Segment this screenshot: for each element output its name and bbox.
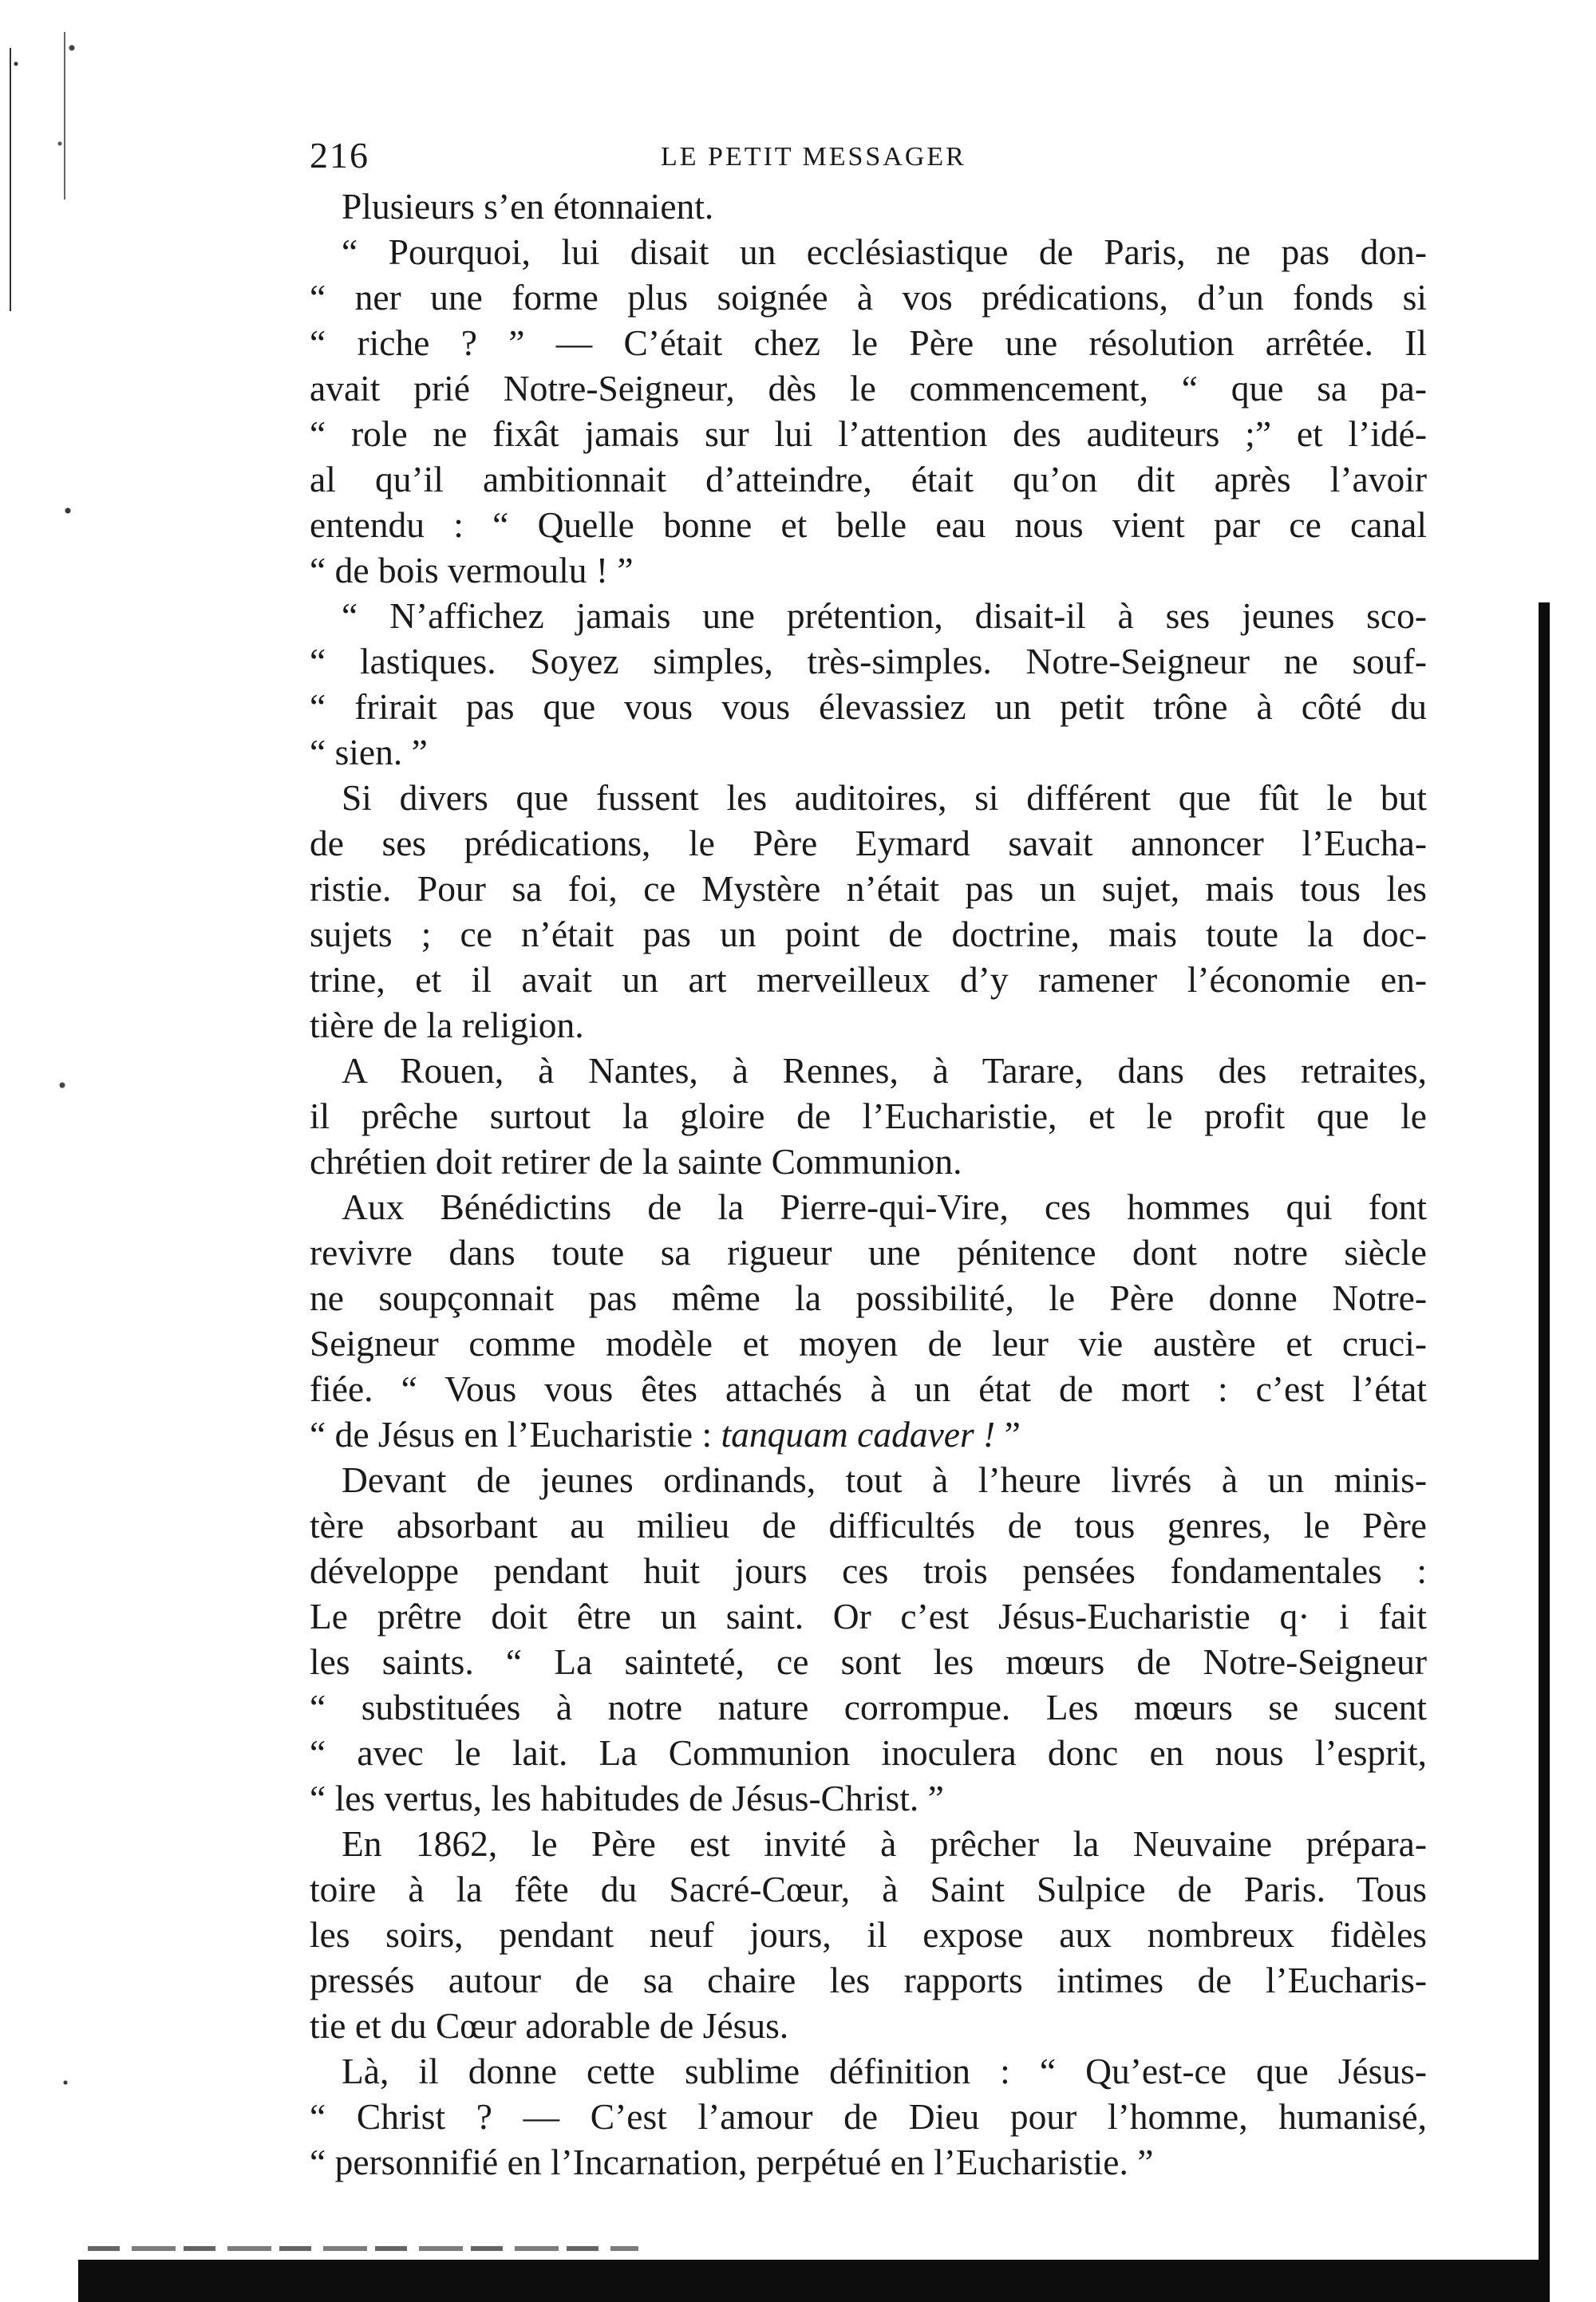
text-line: “ Pourquoi, lui disait un ecclésiastique de Paris, ne pas don- [342,231,1427,272]
text-line: tie et du Cœur adorable de Jésus. [310,2005,789,2046]
text-line: sujets ; ce n’était pas un point de doctrine, mais toute la doc- [310,914,1427,954]
text-line: al qu’il ambitionnait d’atteindre, était qu’on dit après l’avoir [310,459,1427,499]
page-number: 216 [310,135,369,176]
text-line: “ avec le lait. La Communion inoculera donc en nous l’esprit, [310,1732,1427,1773]
scan-artifact [88,2246,638,2251]
text-line: “ Christ ? — C’est l’amour de Dieu pour l’homme, humanisé, [310,2096,1427,2137]
text-line: “ lastiques. Soyez simples, très-simples. Notre-Seigneur ne souf- [310,641,1427,681]
text-line: de ses prédications, le Père Eymard savait annoncer l’Eucha- [310,823,1427,863]
text-line: revivre dans toute sa rigueur une pénitence dont notre siècle [310,1232,1427,1273]
text-line: Seigneur comme modèle et moyen de leur vie austère et cruci- [310,1323,1427,1364]
text-line: “ frirait pas que vous vous élevassiez un petit trône à côté du [310,686,1427,727]
text-line: trine, et il avait un art merveilleux d’y ramener l’économie en- [310,959,1427,1000]
edge-mark [10,48,11,311]
text-line: tière de la religion. [310,1005,584,1045]
text-line: “ ner une forme plus soignée à vos prédications, d’un fonds si [310,277,1427,318]
text-line: Le prêtre doit être un saint. Or c’est Jésus-Eucharistie q· i fait [310,1596,1427,1637]
text-line: pressés autour de sa chaire les rapports intimes de l’Eucharis- [310,1960,1427,2000]
text-line: “ les vertus, les habitudes de Jésus-Christ. ” [310,1778,944,1818]
text-line: Devant de jeunes ordinands, tout à l’heure livrés à un minis- [342,1459,1427,1500]
text-line: “ role ne fixât jamais sur lui l’attention des auditeurs ;” et l’idé- [310,413,1427,454]
body-text [310,184,1427,2185]
text-line: “ riche ? ” — C’était chez le Père une résolution arrêtée. Il [310,322,1427,363]
text-line: ristie. Pour sa foi, ce Mystère n’était pas un sujet, mais tous les [310,868,1427,909]
text-line: “ substituées à notre nature corrompue. Les mœurs se sucent [310,1687,1427,1727]
text-line: entendu : “ Quelle bonne et belle eau nous vient par ce canal [310,504,1427,545]
page-border-bottom [78,2260,1550,2302]
page-border-right [1539,602,1550,2262]
text-line: tère absorbant au milieu de difficultés de tous genres, le Père [310,1505,1427,1546]
text-line: fiée. “ Vous vous êtes attachés à un état de mort : c’est l’état [310,1368,1427,1409]
text-line: En 1862, le Père est invité à prêcher la Neuvaine prépara- [342,1823,1427,1864]
edge-mark [64,32,65,199]
text-line: Si divers que fussent les auditoires, si différent que fût le but [342,777,1427,818]
text-line: “ de bois vermoulu ! ” [310,550,634,590]
text-line: “ N’affichez jamais une prétention, disait-il à ses jeunes sco- [342,595,1427,636]
text-line: développe pendant huit jours ces trois pensées fondamentales : [310,1550,1427,1591]
text-line: les soirs, pendant neuf jours, il expose aux nombreux fidèles [310,1914,1427,1955]
text-line: A Rouen, à Nantes, à Rennes, à Tarare, dans des retraites, [342,1050,1427,1091]
text-line: “ personnifié en l’Incarnation, perpétué en l’Eucharistie. ” [310,2142,1154,2182]
text-line: ne soupçonnait pas même la possibilité, le Père donne Notre- [310,1277,1427,1318]
text-line: toire à la fête du Sacré-Cœur, à Saint Sulpice de Paris. Tous [310,1869,1427,1909]
page-header [310,134,1427,182]
running-head: LE PETIT MESSAGER [661,142,966,172]
text-line: Aux Bénédictins de la Pierre-qui-Vire, ces hommes qui font [342,1187,1427,1227]
text-line: Là, il donne cette sublime définition : “ Qu’est-ce que Jésus- [342,2051,1427,2091]
text-line: Plusieurs s’en étonnaient. [342,186,714,227]
text-line: les saints. “ La sainteté, ce sont les mœurs de Notre-Seigneur [310,1641,1427,1682]
text-line: avait prié Notre-Seigneur, dès le commencement, “ que sa pa- [310,368,1427,409]
text-line: il prêche surtout la gloire de l’Eucharistie, et le profit que le [310,1096,1427,1136]
text-line: “ sien. ” [310,732,428,772]
scanned-page-edge [0,0,128,2302]
text-line: chrétien doit retirer de la sainte Communion. [310,1141,962,1182]
text-line: “ de Jésus en l’Eucharistie : tanquam cadaver ! ” [310,1414,1021,1455]
